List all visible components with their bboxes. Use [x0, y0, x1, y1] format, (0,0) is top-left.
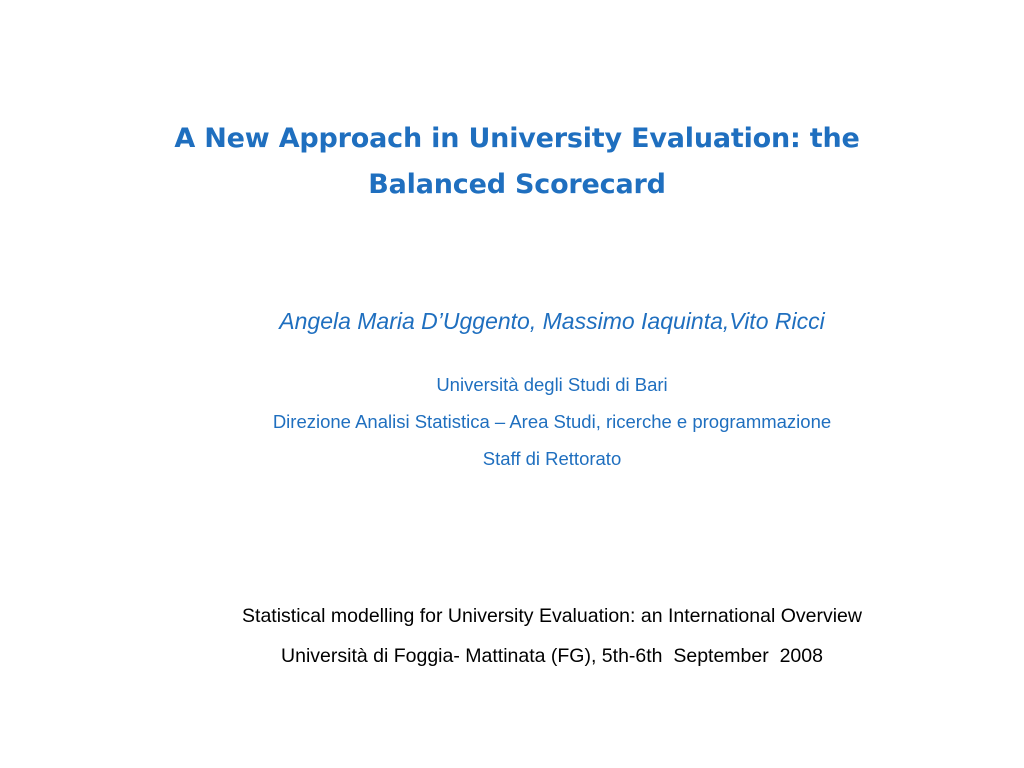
slide-title-line-2: Balanced Scorecard [368, 169, 666, 200]
event-location-date: Università di Foggia- Mattinata (FG), 5th-6th September 2008 [281, 645, 823, 667]
affiliation-department: Direzione Analisi Statistica – Area Studi, ricerche e programmazione [272, 411, 832, 432]
affiliation-staff: Staff di Rettorato [482, 448, 622, 469]
affiliation [150, 366, 954, 477]
slide-title [120, 116, 914, 208]
affiliation-university: Università degli Studi di Bari [436, 374, 668, 395]
event-info [150, 596, 954, 676]
authors: Angela Maria D’Uggento, Massimo Iaquinta,Vito Ricci [279, 308, 825, 334]
slide-title-line-1: A New Approach in University Evaluation: the [174, 123, 860, 154]
event-name: Statistical modelling for University Evaluation: an International Overview [242, 605, 862, 627]
